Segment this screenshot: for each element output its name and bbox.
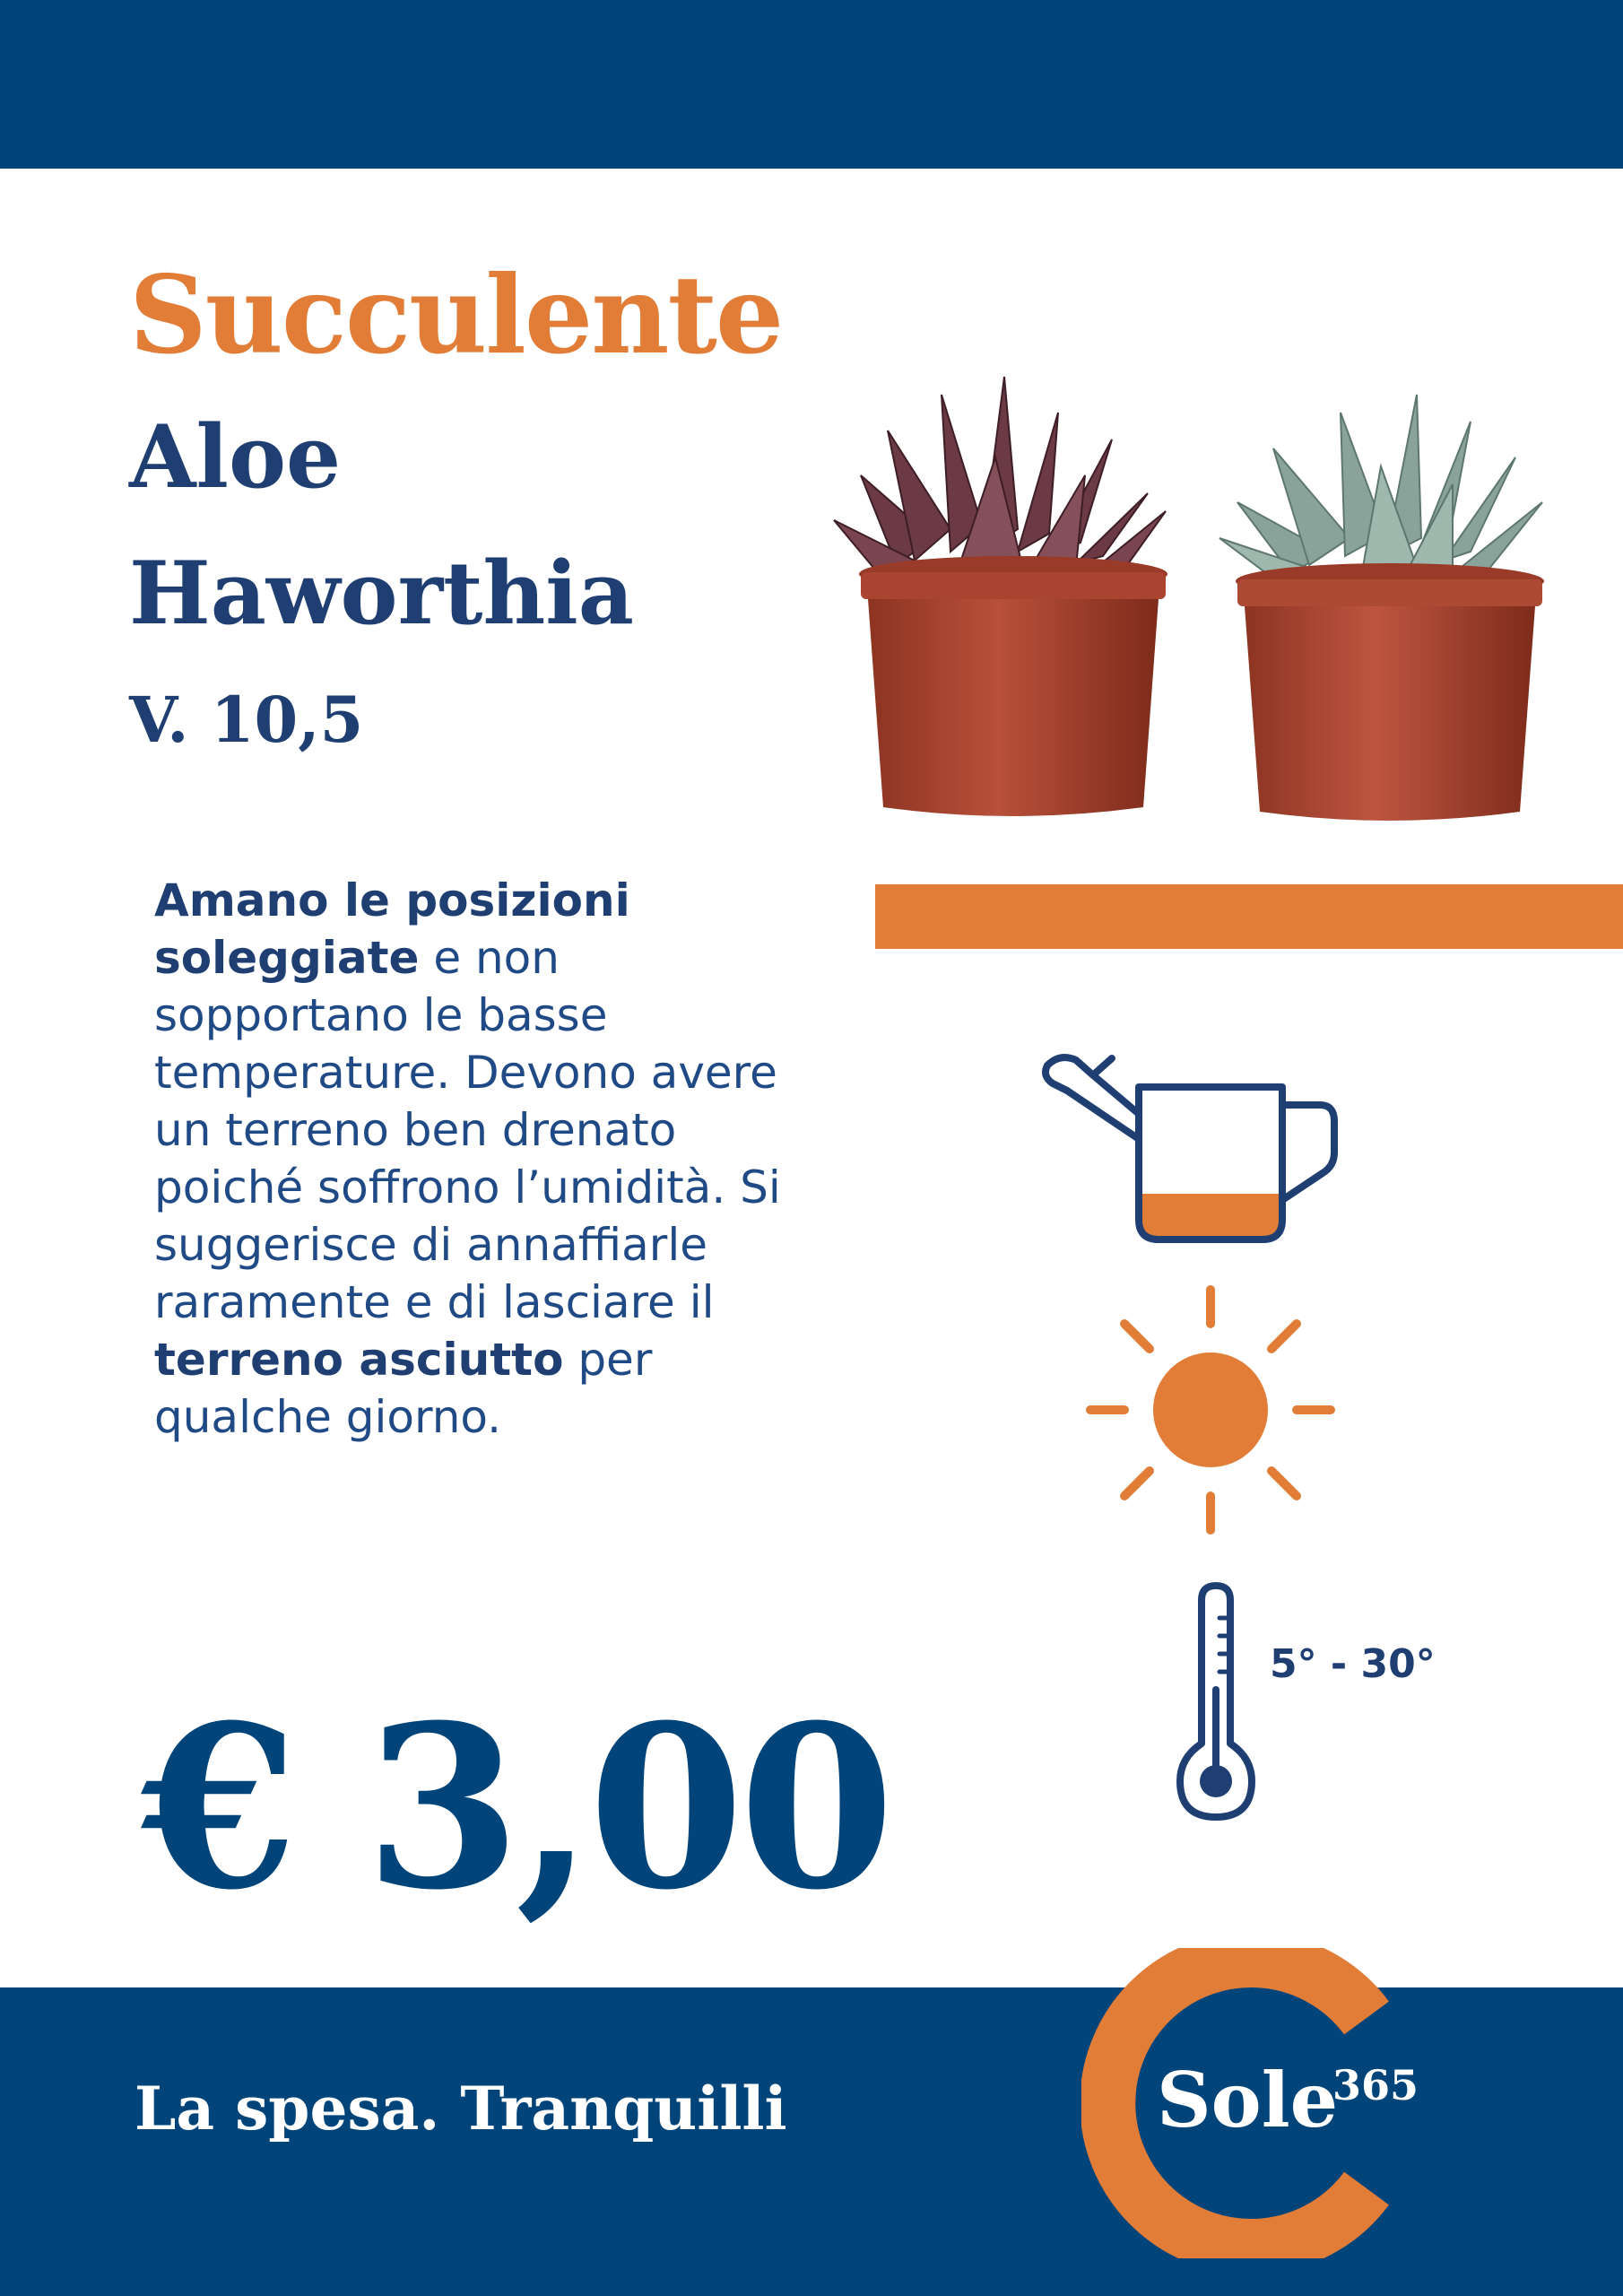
water-level-fill (1139, 1194, 1282, 1239)
price: € 3,00 (142, 1675, 890, 1939)
slogan: La spesa. Tranquilli (135, 2074, 787, 2144)
brand-superscript: 365 (1332, 2061, 1419, 2109)
care-description (154, 872, 782, 1446)
description-bold-2: terreno asciutto (154, 1334, 564, 1386)
top-banner (0, 0, 1623, 169)
temperature-range: 5° - 30° (1270, 1641, 1436, 1687)
brand-name: Sole (1157, 2056, 1339, 2144)
red-succulent (834, 377, 1166, 574)
product-category: Succulente (129, 252, 783, 378)
product-size: V. 10,5 (129, 683, 364, 757)
accent-bar (875, 884, 1623, 949)
description-bold-1: Amano le posizioni soleggiate (154, 874, 630, 984)
product-name-line2: Haworthia (129, 543, 634, 644)
description-text-1: e non sopportano le basse temperature. Devono avere un terreno ben drenato poiché soffrono l’umidità. Si suggerisce di annaffiarle raramente e di lasciare il (154, 932, 781, 1328)
thermometer-icon (1166, 1582, 1264, 1824)
description-text-2: per qualche giorno. (154, 1334, 653, 1443)
product-name-line1: Aloe (129, 406, 342, 508)
green-succulent (1219, 395, 1542, 578)
succulent-plants-image (825, 359, 1560, 825)
watering-can-icon (1040, 1049, 1345, 1256)
sun-icon (1085, 1284, 1336, 1535)
